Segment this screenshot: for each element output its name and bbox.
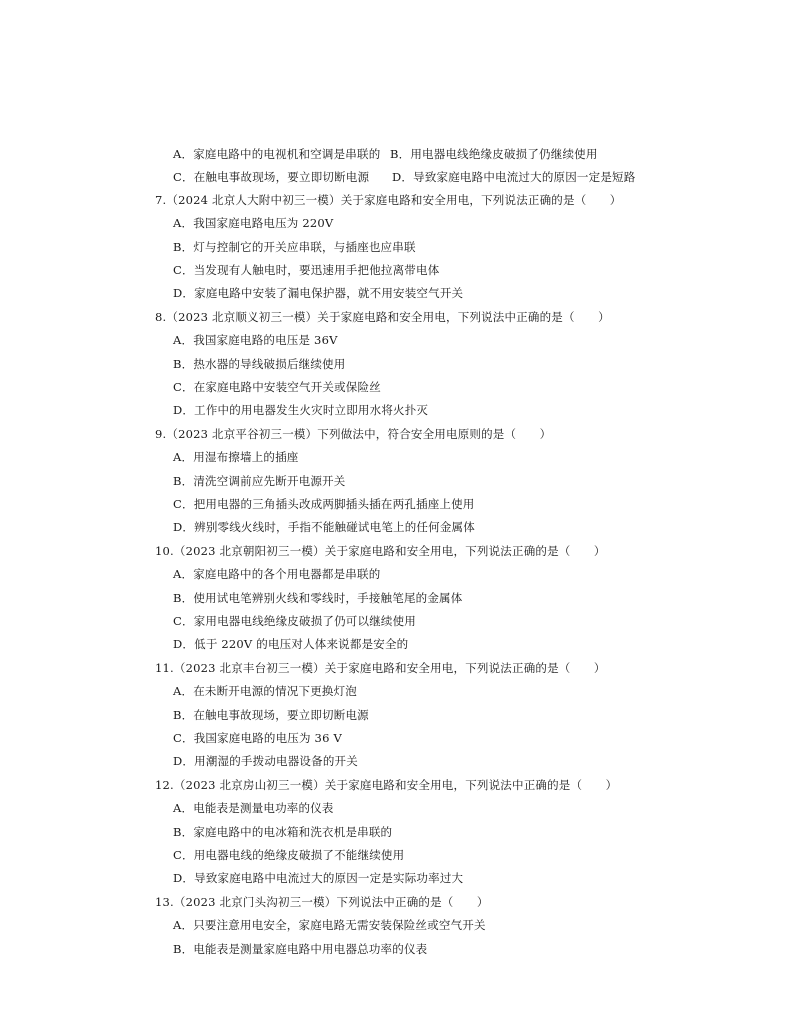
option-b: B．用电器电线绝缘皮破损了仍继续使用 (390, 147, 598, 161)
question-11-stem: 11.（2023 北京丰台初三一模）关于家庭电路和安全用电，下列说法正确的是（ ） (155, 661, 606, 675)
question-9-option-c: C．把用电器的三角插头改成两脚插头插在两孔插座上使用 (173, 497, 475, 511)
question-7-option-d: D．家庭电路中安装了漏电保护器，就不用安装空气开关 (173, 286, 464, 300)
question-13-option-b: B．电能表是测量家庭电路中用电器总功率的仪表 (173, 942, 428, 956)
question-12-stem: 12.（2023 北京房山初三一模）关于家庭电路和安全用电，下列说法中正确的是（ ） (155, 778, 618, 792)
question-8-stem: 8.（2023 北京顺义初三一模）关于家庭电路和安全用电，下列说法中正确的是（ ） (155, 310, 610, 324)
question-7-option-c: C．当发现有人触电时，要迅速用手把他拉离带电体 (173, 263, 440, 277)
question-12-option-c: C．用电器电线的绝缘皮破损了不能继续使用 (173, 848, 405, 862)
question-9-option-a: A．用湿布擦墙上的插座 (173, 450, 299, 464)
question-10-stem: 10.（2023 北京朝阳初三一模）关于家庭电路和安全用电，下列说法正确的是（ ） (155, 544, 606, 558)
question-12-option-b: B．家庭电路中的电冰箱和洗衣机是串联的 (173, 825, 393, 839)
question-9-option-b: B．清洗空调前应先断开电源开关 (173, 474, 346, 488)
question-8-option-b: B．热水器的导线破损后继续使用 (173, 357, 346, 371)
question-12-option-d: D．导致家庭电路中电流过大的原因一定是实际功率过大 (173, 871, 464, 885)
question-11-option-b: B．在触电事故现场，要立即切断电源 (173, 708, 369, 722)
question-11-option-a: A．在未断开电源的情况下更换灯泡 (173, 684, 358, 698)
question-10-option-b: B．使用试电笔辨别火线和零线时，手接触笔尾的金属体 (173, 591, 463, 605)
question-7-option-b: B．灯与控制它的开关应串联，与插座也应串联 (173, 240, 416, 254)
question-9-stem: 9.（2023 北京平谷初三一模）下列做法中，符合安全用电原则的是（ ） (155, 427, 552, 441)
question-13-stem: 13.（2023 北京门头沟初三一模）下列说法中正确的是（ ） (155, 895, 489, 909)
question-11-option-d: D．用潮湿的手拨动电器设备的开关 (173, 754, 358, 768)
question-11-option-c: C．我国家庭电路的电压为 36 V (173, 731, 342, 745)
option-d: D．导致家庭电路中电流过大的原因一定是短路 (392, 170, 636, 184)
question-13-option-a: A．只要注意用电安全，家庭电路无需安装保险丝或空气开关 (173, 918, 486, 932)
question-7-stem: 7.（2024 北京人大附中初三一模）关于家庭电路和安全用电，下列说法正确的是（ ） (155, 193, 622, 207)
question-10-option-d: D．低于 220V 的电压对人体来说都是安全的 (173, 637, 409, 651)
option-a: A．家庭电路中的电视机和空调是串联的 (173, 147, 381, 161)
question-8-option-a: A．我国家庭电路的电压是 36V (173, 333, 338, 347)
question-10-option-a: A．家庭电路中的各个用电器都是串联的 (173, 567, 381, 581)
question-7-option-a: A．我国家庭电路电压为 220V (173, 216, 334, 230)
question-12-option-a: A．电能表是测量电功率的仪表 (173, 801, 334, 815)
question-8-option-c: C．在家庭电路中安装空气开关或保险丝 (173, 380, 381, 394)
question-10-option-c: C．家用电器电线绝缘皮破损了仍可以继续使用 (173, 614, 416, 628)
option-row-ab (173, 146, 598, 162)
option-row-cd (173, 169, 636, 185)
question-8-option-d: D．工作中的用电器发生火灾时立即用水将火扑灭 (173, 403, 429, 417)
option-c: C．在触电事故现场，要立即切断电源 (173, 170, 370, 184)
question-9-option-d: D．辨别零线火线时，手指不能触碰试电笔上的任何金属体 (173, 520, 475, 534)
